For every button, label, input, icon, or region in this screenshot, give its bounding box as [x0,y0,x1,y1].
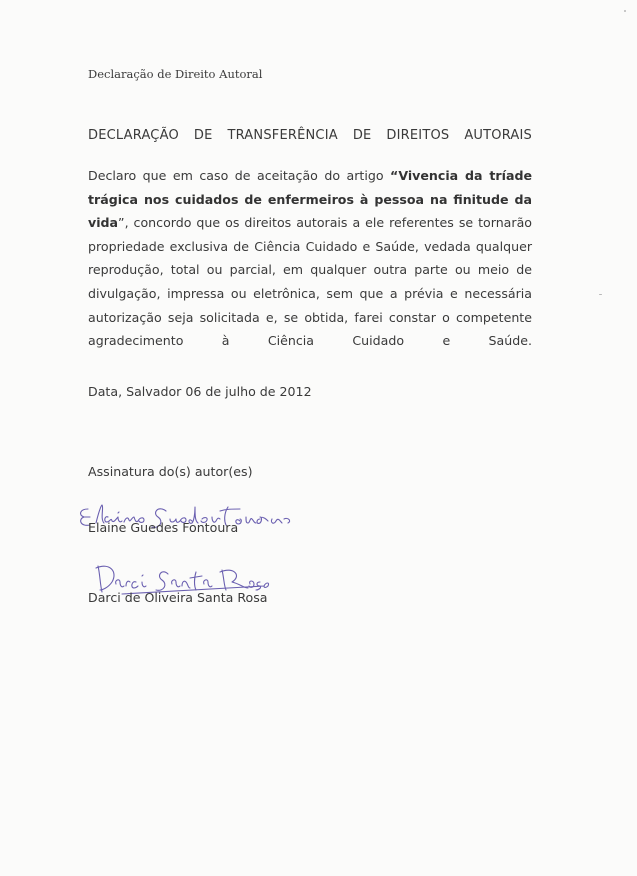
author-name: Elaine Guedes Fontoura [88,520,239,535]
declaration-paragraph [88,164,532,353]
title-word: AUTORAIS [464,128,532,143]
article-title: “Vivencia da tríade trágica nos cuidados de enfermeiros à pessoa na finitude da vida [88,168,532,231]
title-word: DECLARAÇÃO [88,128,179,143]
paragraph-body: ”, concordo que os direitos autorais a ele referentes se tornarão propriedade exclusiva de Ciência Cuidado e Saúde, vedada qualquer reprodução, total ou parcial, em qualquer outra parte ou meio de divulgação, impressa ou eletrônica, sem que a prévia e necessária autorização seja solicitada e, se obtida, farei constar o competente agradecimento à Ciência Cuidado e Saúde. [88,215,532,349]
title-word: DE [352,128,372,143]
signatures-heading: Assinatura do(s) autor(es) [88,464,253,479]
scan-speck [599,294,602,295]
paragraph-intro: Declaro que em caso de aceitação do artigo [88,168,391,183]
title-word: DE [193,128,213,143]
title-word: TRANSFERÊNCIA [227,128,338,143]
date-line: Data, Salvador 06 de julho de 2012 [88,384,312,399]
document-title [88,128,532,143]
document-header: Declaração de Direito Autoral [88,67,263,81]
author-name: Darci de Oliveira Santa Rosa [88,590,268,605]
scan-speck [624,10,626,12]
title-word: DIREITOS [386,128,450,143]
